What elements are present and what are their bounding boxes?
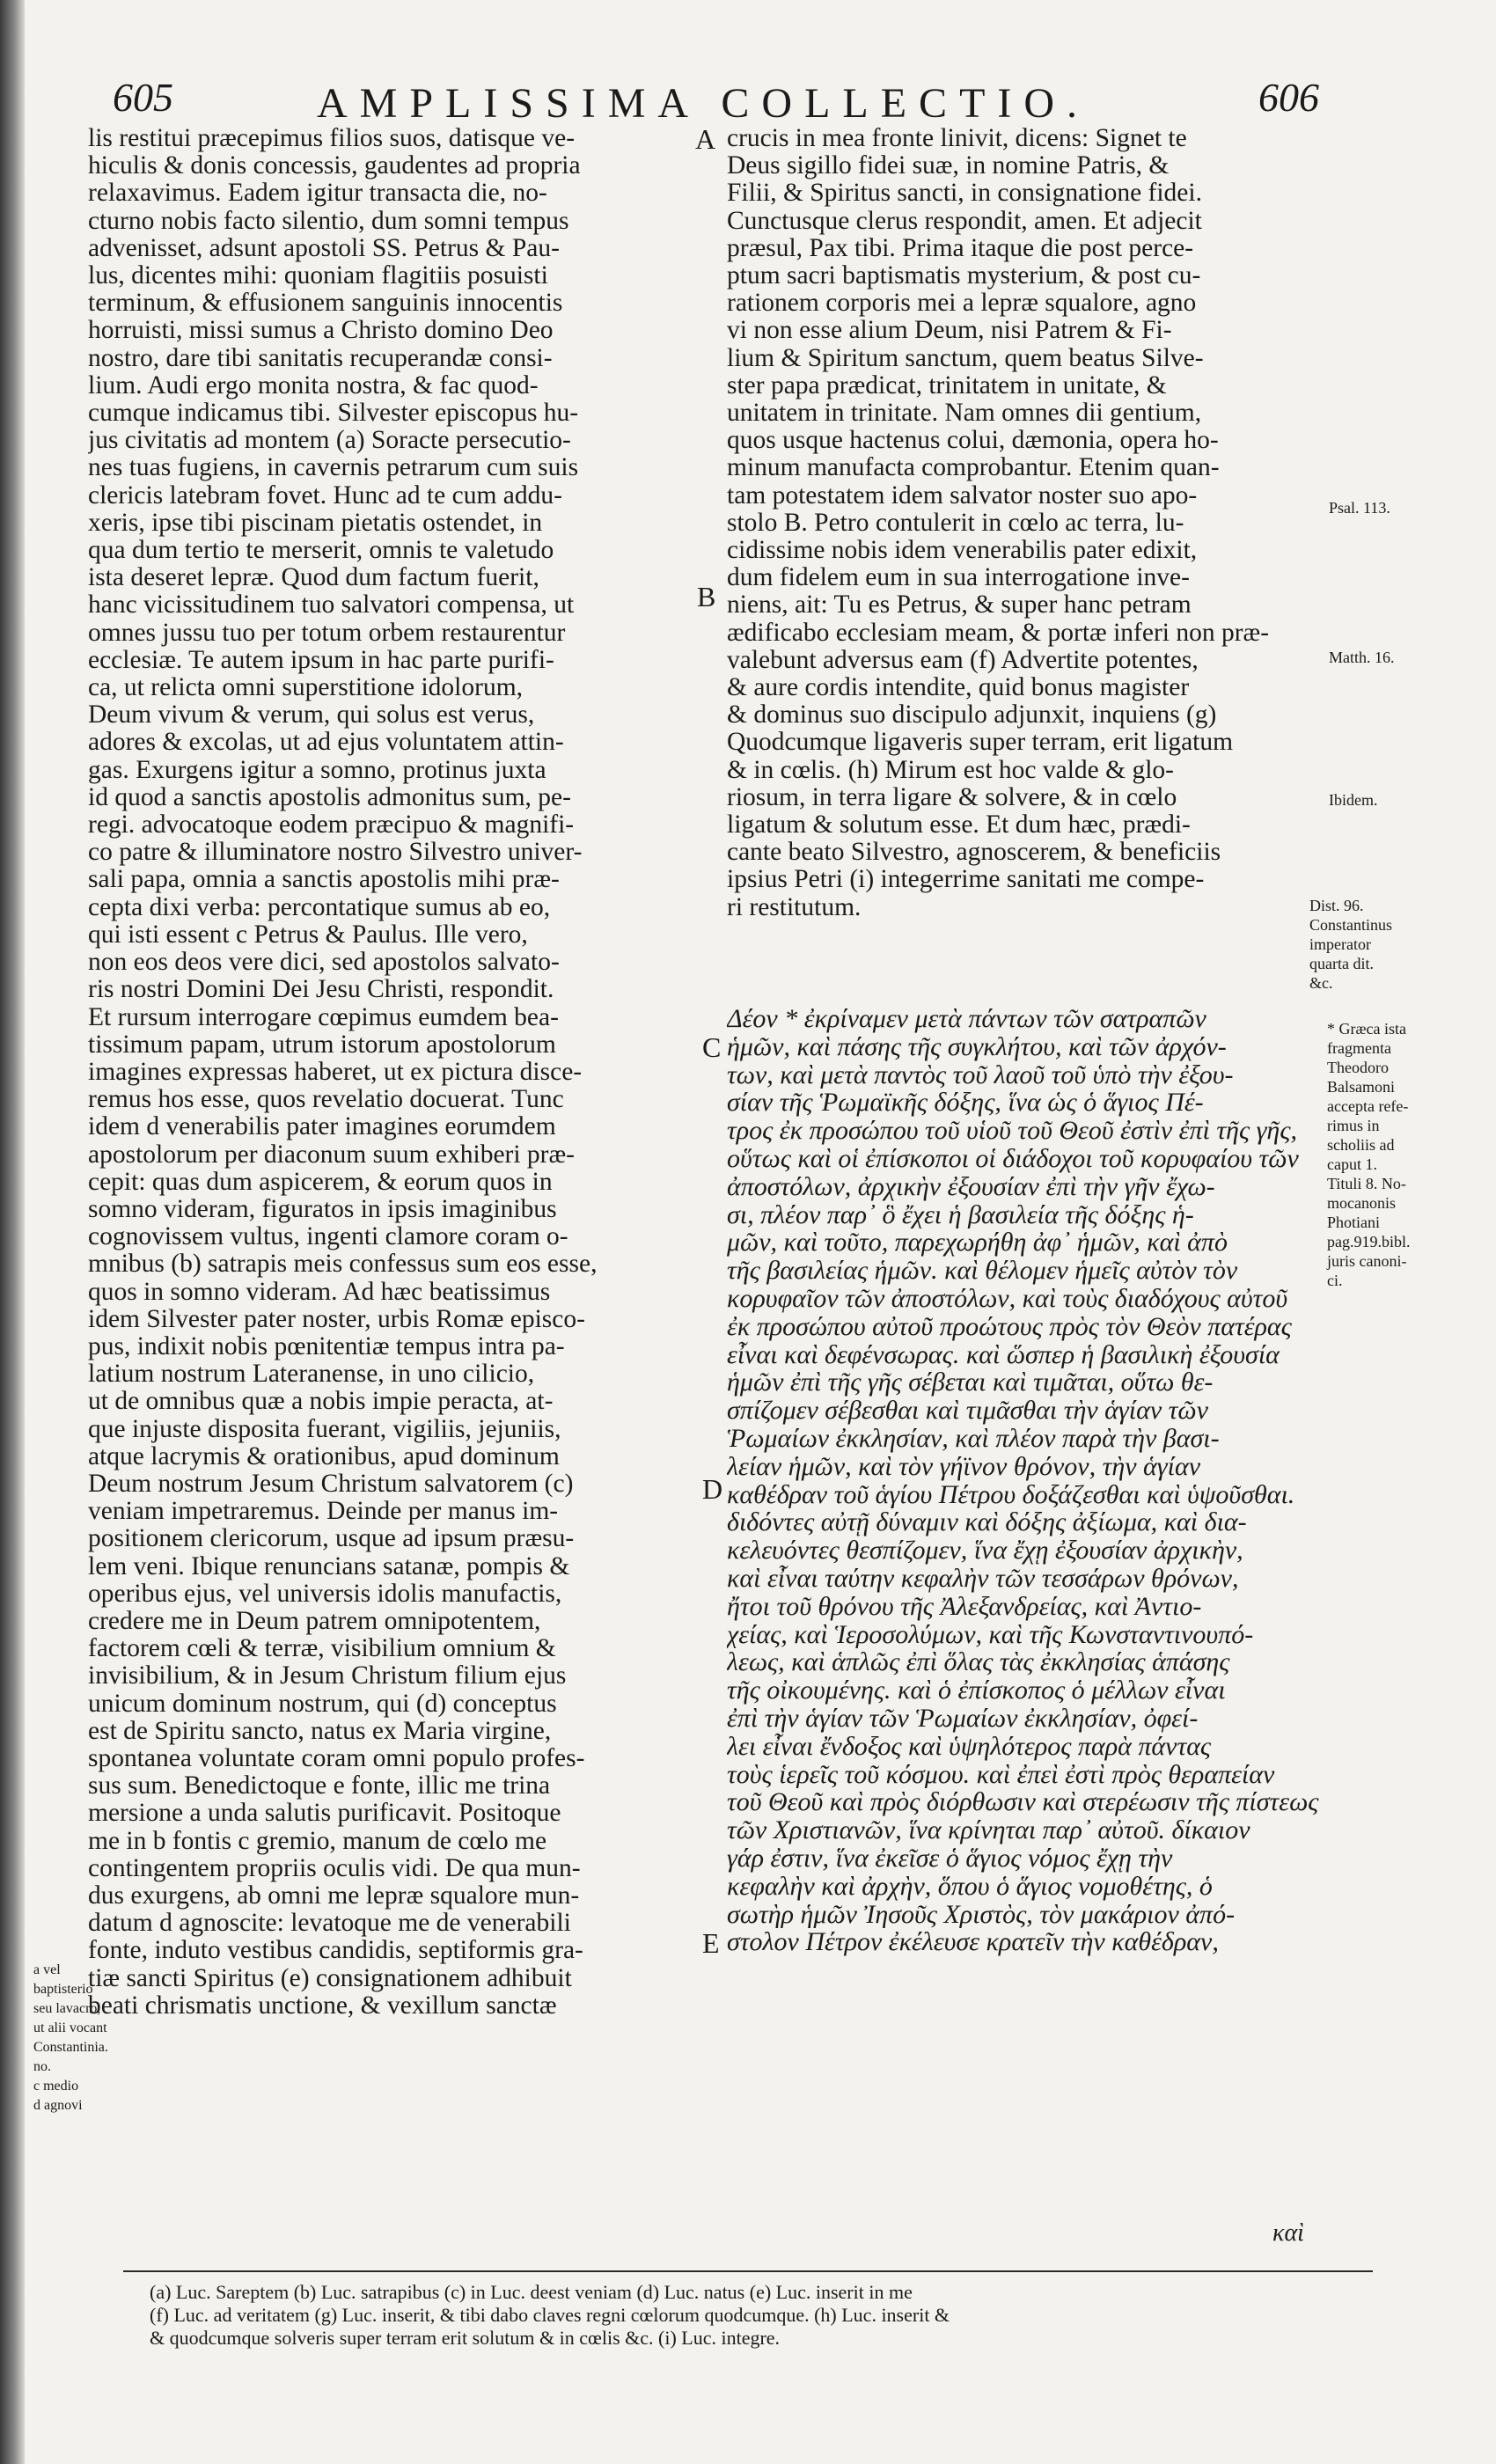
text-line: gas. Exurgens igitur a somno, protinus juxta: [88, 756, 546, 784]
text-line: ca, ut relicta omni superstitione idolorum,: [88, 674, 524, 702]
text-line: non eos deos vere dici, sed apostolos salvato-: [88, 949, 560, 977]
greek-text-line: ἐκ προσώπου αὐτοῦ προώτους πρὸς τὸν Θεὸν πατέρας: [727, 1312, 1292, 1341]
text-line: Quodcumque ligaveris super terram, erit ligatum: [727, 729, 1234, 757]
text-line: & aure cordis intendite, quid bonus magister: [727, 674, 1190, 702]
text-line: hanc vicissitudinem tuo salvatori compensa, ut: [88, 591, 575, 620]
text-line: valebunt adversus eam (f) Advertite potentes,: [727, 646, 1199, 674]
text-line: xeris, ipse tibi piscinam pietatis ostendet, in: [88, 509, 543, 537]
text-line: unitatem in trinitate. Nam omnes dii gentium,: [727, 400, 1202, 428]
greek-text-line: σίαν τῆς Ῥωμαϊκῆς δόξης, ἵνα ὡς ὁ ἅγιος Πέ-: [727, 1089, 1204, 1118]
text-line: Deus sigillo fidei suæ, in nomine Patris, &: [727, 152, 1170, 180]
greek-text-line: λείαν ἡμῶν, καὶ τὸν γήϊνον θρόνον, τὴν ἁγίαν: [727, 1452, 1201, 1481]
section-letter-c: C: [702, 1031, 722, 1063]
margin-note-greek-source: * Græca ista fragmenta Theodoro Balsamoni accepta refe- rimus in scholiis ad caput 1. Tituli 8. No- mocanonis Photiani pag.919.bibl. juris canoni- ci.: [1327, 1020, 1411, 1289]
text-line: imagines expressas haberet, ut ex pictura disce-: [88, 1058, 583, 1086]
greek-text-line: καθέδραν τοῦ ἁγίου Πέτρου δοξάζεσθαι καὶ ὑψοῦσθαι.: [727, 1480, 1295, 1509]
greek-text-line: κορυφαῖον τῶν ἀποστόλων, καὶ τοὺς διαδόχους αὐτοῦ: [727, 1284, 1288, 1313]
greek-text-line: εἶναι καὶ δεφένσωρας. καὶ ὥσπερ ἡ βασιλικὴ ἐξουσία: [727, 1340, 1280, 1369]
text-line: lus, dicentes mihi: quoniam flagitiis posuisti: [88, 262, 548, 290]
text-line: rationem corporis mei a lepræ squalore, agno: [727, 290, 1197, 318]
text-line: ptum sacri baptismatis mysterium, & post cu-: [727, 262, 1201, 290]
text-line: credere me in Deum patrem omnipotentem,: [88, 1607, 541, 1635]
text-line: mnibus (b) satrapis meis confessus sum eos esse,: [88, 1250, 598, 1279]
text-line: tissimum papam, utrum istorum apostolorum: [88, 1030, 556, 1059]
greek-text-line: ἡμῶν, καὶ πάσης τῆς συγκλήτου, καὶ τῶν ἀρχόν-: [727, 1032, 1227, 1061]
greek-text-line: χείας, καὶ Ἱεροσολύμων, καὶ τῆς Κωνσταντινουπό-: [727, 1620, 1254, 1649]
page-number-left: 605: [113, 75, 173, 120]
greek-column: [727, 1005, 1327, 1956]
margin-note-left: a vel baptisterio seu lavacro, ut alii vocant Constantinia. no. c medio d agnovi: [33, 1962, 108, 2113]
text-line: atque lacrymis & orationibus, apud dominum: [88, 1442, 560, 1470]
text-line: veniam impetraremus. Deinde per manus im-: [88, 1498, 559, 1526]
text-line: quos in somno videram. Ad hæc beatissimus: [88, 1278, 551, 1306]
book-gutter-shadow: [0, 0, 25, 2464]
text-line: cturno nobis facto silentio, dum somni tempus: [88, 207, 569, 235]
text-line: fonte, induto vestibus candidis, septiformis gra-: [88, 1937, 583, 1965]
text-line: factorem cœli & terræ, visibilium omnium &: [88, 1635, 556, 1663]
text-line: dum fidelem eum in sua interrogatione inve-: [727, 564, 1190, 592]
text-line: riosum, in terra ligare & solvere, & in cœlo: [727, 783, 1177, 811]
footnote-line: & quodcumque solveris super terram erit solutum & in cœlis &c. (i) Luc. integre.: [150, 2327, 781, 2349]
catchword: καὶ: [1272, 2219, 1304, 2247]
greek-text-line: Ῥωμαίων ἐκκλησίαν, καὶ πλέον παρὰ τὴν βασι-: [727, 1424, 1220, 1453]
latin-column-left: [88, 125, 704, 2020]
text-line: vi non esse alium Deum, nisi Patrem & Fi-: [727, 317, 1172, 345]
text-line: Deum nostrum Jesum Christum salvatorem (c): [88, 1470, 574, 1498]
text-line: lis restitui præcepimus filios suos, datisque ve-: [88, 125, 576, 152]
greek-text-line: σι, πλέον παρ᾽ ὃ ἔχει ἡ βασιλεία τῆς δόξης ἡ-: [727, 1200, 1194, 1229]
margin-note-distinctio: Dist. 96. Constantinus imperator quarta dit. &c.: [1309, 897, 1393, 992]
latin-column-right: [727, 125, 1325, 921]
text-line: cepit: quas dum aspicerem, & eorum quos in: [88, 1168, 553, 1196]
text-line: clericis latebram fovet. Hunc ad te cum addu-: [88, 481, 562, 510]
text-line: apostolorum per diaconum suum exhiberi præ-: [88, 1140, 576, 1169]
text-line: contingentem propriis oculis vidi. De qua mun-: [88, 1854, 581, 1882]
greek-text-line: ἀποστόλων, ἀρχικὴν ἐξουσίαν ἐπὶ τὴν γῆν ἔχω-: [727, 1172, 1215, 1201]
section-letter-a: A: [695, 123, 716, 155]
greek-text-line: τοὺς ἱερεῖς τοῦ κόσμου. καὶ ἐπεὶ ἐστὶ πρὸς θεραπείαν: [727, 1760, 1275, 1789]
text-line: ligatum & solutum esse. Et dum hæc, prædi-: [727, 811, 1191, 840]
text-line: horruisti, missi sumus a Christo domino Deo: [88, 317, 554, 345]
text-line: omnes jussu tuo per totum orbem restaurentur: [88, 619, 566, 647]
text-line: lium. Audi ergo monita nostra, & fac quod-: [88, 371, 539, 400]
text-line: cumque indicamus tibi. Silvester episcopus hu-: [88, 400, 579, 428]
text-line: tam potestatem idem salvator noster suo apo-: [727, 481, 1198, 510]
text-line: ster papa prædicat, trinitatem in unitate, &: [727, 371, 1167, 400]
text-line: ædificabo ecclesiam meam, & portæ inferi non præ-: [727, 619, 1270, 647]
text-line: adores & excolas, ut ad ejus voluntatem attin-: [88, 729, 564, 757]
text-line: Et rursum interrogare cœpimus eumdem bea-: [88, 1003, 559, 1031]
greek-text-line: τρος ἐκ προσώπου τοῦ υἱοῦ τοῦ Θεοῦ ἐστὶν ἐπὶ τῆς γῆς,: [727, 1117, 1297, 1145]
text-line: est de Spiritu sancto, natus ex Maria virgine,: [88, 1717, 552, 1745]
running-title: AMPLISSIMA COLLECTIO.: [317, 80, 1090, 127]
greek-text-line: κεφαλὴν καὶ ἀρχὴν, ὅπου ὁ ἅγιος νομοθέτης, ὁ: [727, 1872, 1213, 1901]
text-line: lem veni. Ibique renuncians satanæ, pompis &: [88, 1552, 570, 1580]
text-line: datum d agnoscite: levatoque me de venerabili: [88, 1910, 571, 1938]
text-line: pus, indixit nobis pœnitentiæ tempus intra pa-: [88, 1332, 565, 1360]
section-letter-d: D: [702, 1473, 723, 1505]
greek-text-line: σπίζομεν σέβεσθαι καὶ τιμᾶσθαι τὴν ἁγίαν τῶν: [727, 1397, 1208, 1425]
text-line: præsul, Pax tibi. Prima itaque die post perce-: [727, 234, 1194, 262]
greek-text-line: τοῦ Θεοῦ καὶ πρὸς διόρθωσιν καὶ στερέωσιν τῆς πίστεως: [727, 1788, 1319, 1817]
greek-text-line: τῶν Χριστιανῶν, ἵνα κρίνηται παρ᾽ αὐτοῦ. δίκαιον: [727, 1816, 1250, 1844]
greek-text-line: μῶν, καὶ τοῦτο, παρεχωρήθη ἀφ᾽ ἡμῶν, καὶ ἀπὸ: [727, 1228, 1228, 1258]
text-line: stolo B. Petro contulerit in cœlo ac terra, lu-: [727, 509, 1184, 537]
text-line: minum manufacta comprobantur. Etenim quan-: [727, 454, 1220, 482]
text-line: Filii, & Spiritus sancti, in consignatione fidei.: [727, 180, 1202, 208]
margin-note-matthew: Matth. 16.: [1329, 649, 1395, 666]
text-line: invisibilium, & in Jesum Christum filium ejus: [88, 1662, 567, 1690]
greek-text-line: τῆς βασιλείας ἡμῶν. καὶ θέλομεν ἡμεῖς αὐτὸν τὸν: [727, 1257, 1238, 1285]
text-line: que injuste disposita fuerant, vigiliis, jejuniis,: [88, 1415, 561, 1443]
greek-text-line: ἡμῶν ἐπὶ τῆς γῆς σέβεται καὶ τιμᾶται, οὕτω θε-: [727, 1368, 1214, 1397]
text-line: ut de omnibus quæ a nobis impie peracta, at-: [88, 1388, 554, 1416]
text-line: sali papa, omnia a sanctis apostolis mihi præ-: [88, 866, 560, 894]
text-line: cepta dixi verba: percontatique sumus ab eo,: [88, 893, 551, 921]
text-line: advenisset, adsunt apostoli SS. Petrus & Pau-: [88, 234, 560, 262]
text-line: co patre & illuminatore nostro Silvestro univer-: [88, 839, 583, 867]
text-line: crucis in mea fronte linivit, dicens: Signet te: [727, 125, 1187, 152]
text-line: somno videram, figuratos in ipsis imaginibus: [88, 1195, 557, 1223]
greek-text-line: λεως, καὶ ἁπλῶς ἐπὶ ὅλας τὰς ἐκκλησίας ἁπάσης: [727, 1648, 1230, 1677]
footnote-line: (a) Luc. Sareptem (b) Luc. satrapibus (c) in Luc. deest veniam (d) Luc. natus (e) Luc. inserit in me: [150, 2281, 913, 2303]
text-line: ri restitutum.: [727, 893, 862, 921]
greek-text-line: Δέον * ἐκρίναμεν μετὰ πάντων τῶν σατραπῶν: [727, 1005, 1206, 1033]
text-line: ista deseret lepræ. Quod dum factum fuerit,: [88, 564, 539, 592]
text-line: cidissime nobis idem venerabilis pater edixit,: [727, 537, 1198, 565]
greek-text-line: στολον Πέτρον ἐκέλευσε κρατεῖν τὴν καθέδραν,: [727, 1928, 1219, 1957]
text-line: nes tuas fugiens, in cavernis petrarum cum suis: [88, 454, 579, 482]
text-line: & dominus suo discipulo adjunxit, inquiens (g): [727, 701, 1217, 730]
page-number-right: 606: [1258, 75, 1319, 120]
text-line: me in b fontis c gremio, manum de cœlo me: [88, 1827, 547, 1855]
text-line: id quod a sanctis apostolis admonitus sum, pe-: [88, 783, 571, 811]
text-line: beati chrismatis unctione, & vexillum sanctæ: [88, 1991, 557, 2020]
footnotes: [150, 2281, 1382, 2350]
text-line: lium & Spiritum sanctum, quem beatus Silve-: [727, 344, 1204, 372]
greek-text-line: ἐπὶ τὴν ἁγίαν τῶν Ῥωμαίων ἐκκλησίαν, ὀφεί-: [727, 1704, 1199, 1733]
text-line: Deum vivum & verum, qui solus est verus,: [88, 701, 535, 730]
text-line: hiculis & donis concessis, gaudentes ad propria: [88, 152, 581, 180]
greek-text-line: σωτὴρ ἡμῶν Ἰησοῦς Χριστὸς, τὸν μακάριον ἀπό-: [727, 1900, 1236, 1929]
greek-text-line: διδόντες αὐτῇ δύναμιν καὶ δόξης ἀξίωμα, καὶ δια-: [727, 1508, 1247, 1537]
greek-text-line: κελευόντες θεσπίζομεν, ἵνα ἔχῃ ἐξουσίαν ἀρχικὴν,: [727, 1536, 1243, 1565]
text-line: idem d venerabilis pater imagines eorumdem: [88, 1113, 556, 1141]
text-line: Cunctusque clerus respondit, amen. Et adjecit: [727, 207, 1202, 235]
text-line: qua dum tertio te merserit, omnis te valetudo: [88, 537, 554, 565]
text-line: unicum dominum nostrum, qui (d) conceptus: [88, 1690, 557, 1718]
text-line: positionem clericorum, usque ad ipsum præsu-: [88, 1525, 575, 1553]
text-line: spontanea voluntate coram omni populo profes-: [88, 1744, 585, 1772]
text-line: nostro, dare tibi sanitatis recuperandæ consi-: [88, 344, 553, 372]
text-line: mersione a unda salutis purificavit. Positoque: [88, 1800, 561, 1828]
greek-text-line: οὕτως καὶ οἱ ἐπίσκοποι οἱ διάδοχοι τοῦ κορυφαίου τῶν: [727, 1144, 1299, 1173]
greek-text-line: γάρ ἐστιν, ἵνα ἐκεῖσε ὁ ἅγιος νόμος ἔχῃ τὴν: [727, 1844, 1173, 1873]
text-line: sus sum. Benedictoque e fonte, illic me trina: [88, 1772, 551, 1800]
text-line: dus exurgens, ab omni me lepræ squalore mun-: [88, 1882, 580, 1910]
text-line: relaxavimus. Eadem igitur transacta die, no-: [88, 180, 547, 208]
text-line: operibus ejus, vel universis idolis manufactis,: [88, 1580, 562, 1608]
text-line: regi. advocatoque eodem præcipuo & magnifi-: [88, 811, 575, 840]
section-letter-e: E: [702, 1927, 720, 1959]
text-line: ecclesiæ. Te autem ipsum in hac parte purifi-: [88, 646, 554, 674]
text-line: remus hos esse, quos revelatio docuerat. Tunc: [88, 1086, 564, 1114]
footnote-rule: [123, 2270, 1373, 2272]
section-letter-b: B: [697, 581, 716, 612]
text-line: jus civitatis ad montem (a) Soracte persecutio-: [88, 427, 571, 455]
greek-text-line: τῆς οἰκουμένης. καὶ ὁ ἐπίσκοπος ὁ μέλλων εἶναι: [727, 1676, 1226, 1705]
text-line: idem Silvester pater noster, urbis Romæ episco-: [88, 1305, 585, 1333]
text-line: cognovissem vultus, ingenti clamore coram o-: [88, 1223, 568, 1251]
text-line: quos usque hactenus colui, dæmonia, opera ho-: [727, 427, 1219, 455]
text-line: & in cœlis. (h) Mirum est hoc valde & glo-: [727, 756, 1174, 784]
footnote-line: (f) Luc. ad veritatem (g) Luc. inserit, & tibi dabo claves regni cœlorum quodcumque. (h) Luc. inserit &: [150, 2304, 950, 2326]
text-line: cante beato Silvestro, agnoscerem, & beneficiis: [727, 839, 1221, 867]
margin-note-psalm: Psal. 113.: [1329, 499, 1390, 517]
text-line: niens, ait: Tu es Petrus, & super hanc petram: [727, 591, 1192, 620]
text-line: qui isti essent c Petrus & Paulus. Ille vero,: [88, 920, 528, 949]
text-line: terminum, & effusionem sanguinis innocentis: [88, 290, 563, 318]
margin-note-ibidem: Ibidem.: [1329, 791, 1378, 809]
greek-text-line: ἤτοι τοῦ θρόνου τῆς Ἀλεξανδρείας, καὶ Ἀντιο-: [727, 1592, 1202, 1621]
text-line: latium nostrum Lateranense, in uno cilicio,: [88, 1360, 535, 1389]
greek-text-line: καὶ εἶναι ταύτην κεφαλὴν τῶν τεσσάρων θρόνων,: [727, 1564, 1239, 1593]
greek-text-line: των, καὶ μετὰ παντὸς τοῦ λαοῦ τοῦ ὑπὸ τὴν ἐξου-: [727, 1060, 1234, 1089]
text-line: ipsius Petri (i) integerrime sanitati me compe-: [727, 866, 1205, 894]
text-line: ris nostri Domini Dei Jesu Christi, respondit.: [88, 976, 554, 1004]
text-line: tiæ sancti Spiritus (e) consignationem adhibuit: [88, 1964, 572, 1992]
greek-text-line: λει εἶναι ἔνδοξος καὶ ὑψηλότερος παρὰ πάντας: [727, 1732, 1212, 1761]
